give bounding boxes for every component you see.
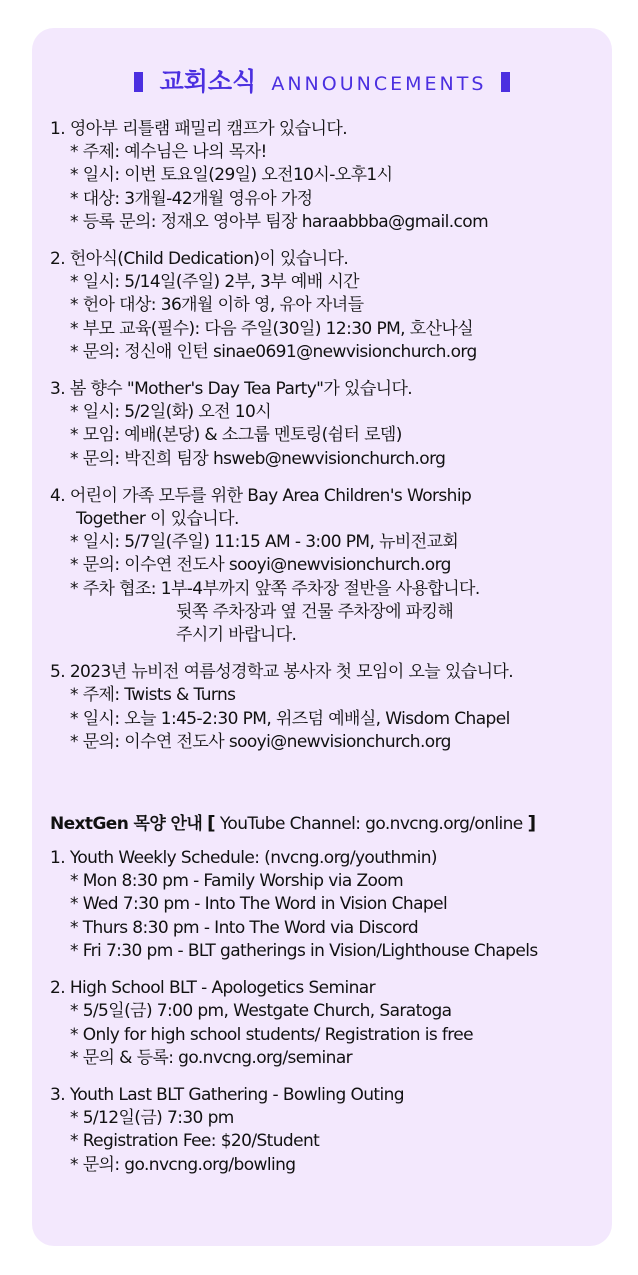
announcement-line: * 일시: 5/2일(화) 오전 10시: [70, 402, 272, 423]
announcement-title-continued: Together 이 있습니다.: [76, 509, 239, 530]
announcement-line: * 일시: 오늘 1:45-2:30 PM, 위즈덤 예배실, Wisdom Chapel: [70, 708, 510, 729]
bracket-close: ]: [527, 812, 536, 835]
bracket-open: [: [206, 812, 216, 835]
announcement-title: 1. 영아부 리틀램 패밀리 캠프가 있습니다.: [50, 119, 347, 139]
nextgen-item-line: * 5/5일(금) 7:00 pm, Westgate Church, Saratoga: [70, 1001, 452, 1022]
announcement-line: * 주차 협조: 1부-4부까지 앞쪽 주차장 절반을 사용합니다.: [70, 578, 480, 599]
announcement-line: * 부모 교육(필수): 다음 주일(30일) 12:30 PM, 호산나실: [70, 318, 474, 339]
nextgen-heading: [50, 810, 605, 837]
nextgen-item-line: * Only for high school students/ Registration is free: [70, 1024, 473, 1045]
announcements-card: [32, 28, 612, 1246]
header-title-ko: 교회소식: [159, 67, 257, 96]
announcement-title: 3. 봄 향수 "Mother's Day Tea Party"가 있습니다.: [50, 379, 413, 400]
announcement-2: [50, 248, 605, 364]
nextgen-item-line: * 문의: go.nvcng.org/bowling: [70, 1154, 296, 1175]
nextgen-item-title: 3. Youth Last BLT Gathering - Bowling Outing: [50, 1084, 404, 1105]
header-right-bar: [501, 72, 510, 92]
announcement-line: * 대상: 3개월-42개월 영유아 가정: [70, 188, 313, 209]
announcement-line: * 문의: 이수연 전도사 sooyi@newvisionchurch.org: [70, 555, 451, 576]
announcement-line-continued: 뒷쪽 주차장과 옆 건물 주차장에 파킹해: [176, 601, 454, 622]
nextgen-item-line: * Registration Fee: $20/Student: [70, 1131, 320, 1152]
announcement-line: * 일시: 5/7일(주일) 11:15 AM - 3:00 PM, 뉴비전교회: [70, 532, 459, 553]
nextgen-item-line: * Wed 7:30 pm - Into The Word in Vision Chapel: [70, 894, 448, 915]
announcement-4: [50, 485, 605, 647]
nextgen-item-3: [50, 1084, 605, 1177]
announcement-title: 5. 2023년 뉴비전 여름성경학교 봉사자 첫 모임이 오늘 있습니다.: [50, 662, 514, 683]
header: [32, 62, 612, 102]
nextgen-item-title: 2. High School BLT - Apologetics Seminar: [50, 978, 375, 999]
announcement-line: * 헌아 대상: 36개월 이하 영, 유아 자녀들: [70, 295, 364, 316]
announcement-line-continued: 주시기 바랍니다.: [176, 625, 297, 646]
announcement-title: 2. 헌아식(Child Dedication)이 있습니다.: [50, 249, 349, 270]
announcement-line: * 문의: 정신애 인턴 sinae0691@newvisionchurch.org: [70, 341, 477, 362]
nextgen-item-line: * Fri 7:30 pm - BLT gatherings in Vision/Lighthouse Chapels: [70, 940, 538, 961]
header-title-en: ANNOUNCEMENTS: [271, 73, 487, 95]
announcement-line: * 주제: 예수님은 나의 목자!: [70, 142, 267, 163]
nextgen-item-line: * Thurs 8:30 pm - Into The Word via Discord: [70, 917, 419, 938]
youtube-channel: YouTube Channel: go.nvcng.org/online: [219, 814, 523, 835]
announcement-line: * 등록 문의: 정재오 영아부 팀장 haraabbba@gmail.com: [70, 211, 489, 232]
header-left-bar: [134, 72, 143, 92]
announcement-line: * 문의: 이수연 전도사 sooyi@newvisionchurch.org: [70, 731, 451, 752]
nextgen-item-line: * 문의 & 등록: go.nvcng.org/seminar: [70, 1047, 353, 1068]
nextgen-item-title: 1. Youth Weekly Schedule: (nvcng.org/youthmin): [50, 848, 437, 869]
announcement-line: * 일시: 5/14일(주일) 2부, 3부 예배 시간: [70, 272, 359, 293]
announcement-1: [50, 118, 605, 234]
announcement-line: * 문의: 박진희 팀장 hsweb@newvisionchurch.org: [70, 448, 446, 469]
announcement-line: * 모임: 예배(본당) & 소그룹 멘토링(쉼터 로뎀): [70, 425, 402, 446]
content: [50, 118, 605, 1177]
announcement-3: [50, 378, 605, 471]
nextgen-item-line: * Mon 8:30 pm - Family Worship via Zoom: [70, 871, 404, 892]
nextgen-item-1: [50, 847, 605, 963]
announcement-5: [50, 661, 605, 754]
nextgen-title: NextGen 목양 안내: [50, 814, 203, 835]
announcement-line: * 주제: Twists & Turns: [70, 685, 236, 706]
announcement-title: 4. 어린이 가족 모두를 위한 Bay Area Children's Worship: [50, 485, 472, 506]
announcement-line: * 일시: 이번 토요일(29일) 오전10시-오후1시: [70, 165, 393, 186]
nextgen-item-2: [50, 977, 605, 1070]
nextgen-item-line: * 5/12일(금) 7:30 pm: [70, 1108, 234, 1129]
